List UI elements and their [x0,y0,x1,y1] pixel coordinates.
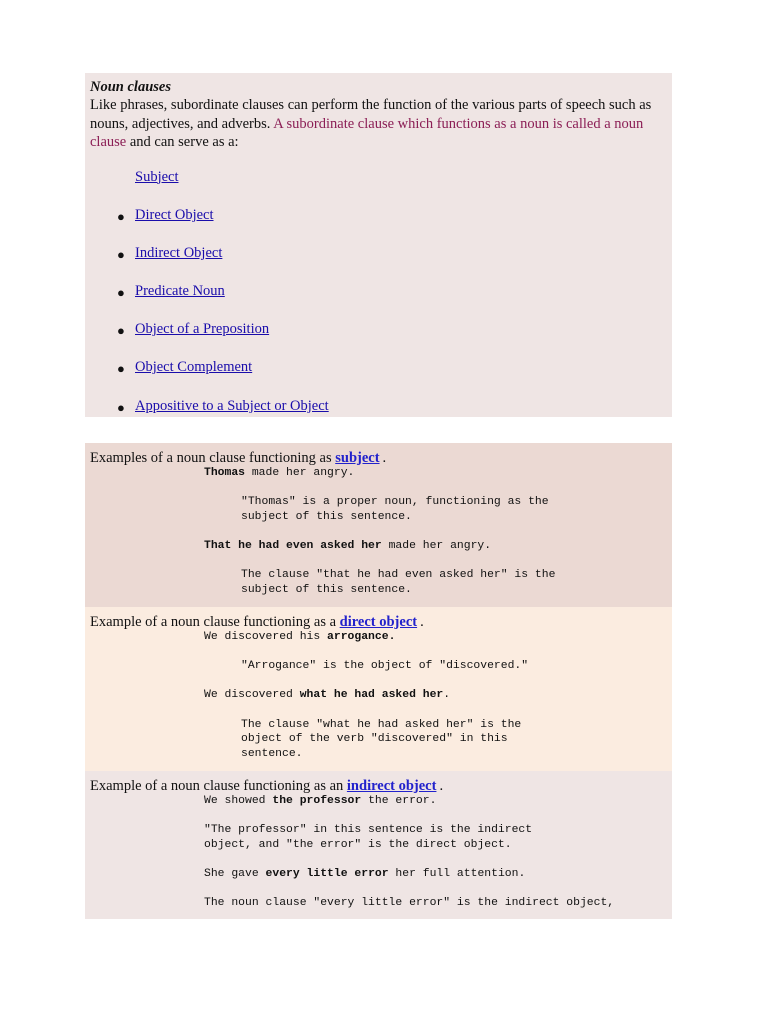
function-list [90,168,668,435]
emphasized-phrase: what he had asked her [299,689,444,702]
emphasized-phrase: the professor [272,795,362,807]
indirect-object-examples [85,771,672,919]
intro-block [85,73,672,417]
code-line [204,645,668,660]
function-link[interactable]: Object Complement [135,359,253,376]
direct-object-link[interactable]: direct object [339,614,418,630]
bullet-icon: ● [117,246,125,262]
code-line: That he had even asked her made her angry. [204,539,492,552]
code-line [204,703,668,718]
code-line: sentence. [241,747,303,760]
example-code [204,466,668,597]
emphasized-phrase: Thomas [204,467,246,479]
intro-text: Like phrases, subordinate clauses can perform the function of the various parts of speech such as nouns, adjectives, and adverbs. [90,97,652,132]
code-line [204,481,668,496]
code-line [204,882,668,897]
emphasized-phrase: every little error [265,867,389,880]
function-item [90,397,668,435]
code-line: The noun clause "every little error" is the indirect object, [204,897,615,910]
code-line: She gave every little error her full attention. [204,867,526,880]
emphasized-phrase: arrogance. [327,631,396,643]
function-item [90,244,668,282]
function-item [90,282,668,320]
code-line: "Arrogance" is the object of "discovered." [241,660,529,673]
code-line: Thomas made her angry. [204,467,355,479]
code-line: We discovered what he had asked her. [204,689,451,702]
code-line: subject of this sentence. [241,510,412,523]
code-line: We discovered his arrogance. [204,631,396,643]
bullet-icon: ● [117,323,125,339]
function-link[interactable]: Subject [135,168,179,185]
code-line: We showed the professor the error. [204,795,437,807]
code-line [204,852,668,867]
code-line [204,524,668,539]
code-line: "The professor" in this sentence is the indirect [204,824,533,837]
heading-text: Example of a noun clause functioning as an [90,778,344,794]
function-item [90,168,668,206]
code-line: The clause "what he had asked her" is the [241,718,522,731]
intro-highlight: A subordinate clause which functions as a noun is called a noun clause [90,115,644,150]
section-heading: Example of a noun clause functioning as an indirect object . [90,778,444,794]
function-item [90,320,668,358]
heading-text: Examples of a noun clause functioning as [90,450,332,466]
function-link[interactable]: Indirect Object [135,244,223,261]
bullet-icon: ● [117,399,125,415]
intro-tail: and can serve as a: [129,134,239,150]
section-heading: Examples of a noun clause functioning as subject . [90,450,387,466]
function-link[interactable]: Object of a Preposition [135,321,270,338]
example-code [204,630,668,761]
code-line [204,809,668,824]
document-page [85,73,672,919]
heading-text: Example of a noun clause functioning as a [90,614,337,630]
bullet-icon: ● [117,361,125,377]
code-line: The clause "that he had even asked her" is the [241,569,556,582]
function-item [90,206,668,244]
code-line [204,554,668,569]
example-code [204,794,668,911]
subject-link[interactable]: subject [335,450,380,466]
intro-paragraph [90,96,668,152]
function-item [90,358,668,396]
direct-object-examples [85,607,672,771]
function-link[interactable]: Direct Object [135,206,214,223]
section-title: Noun clauses [90,79,171,95]
section-heading: Example of a noun clause functioning as a direct object . [90,614,424,630]
code-line: object, and "the error" is the direct object. [204,838,512,851]
code-line: subject of this sentence. [241,583,412,596]
code-line [204,674,668,689]
indirect-object-link[interactable]: indirect object [346,778,437,794]
function-link[interactable]: Predicate Noun [135,283,225,300]
code-line: object of the verb "discovered" in this [241,733,508,746]
emphasized-phrase: That he had even asked her [204,539,382,552]
function-link[interactable]: Appositive to a Subject or Object [135,397,329,414]
code-line: "Thomas" is a proper noun, functioning as the [241,496,549,509]
subject-examples [85,443,672,607]
bullet-icon: ● [117,285,125,301]
bullet-icon: ● [117,208,125,224]
